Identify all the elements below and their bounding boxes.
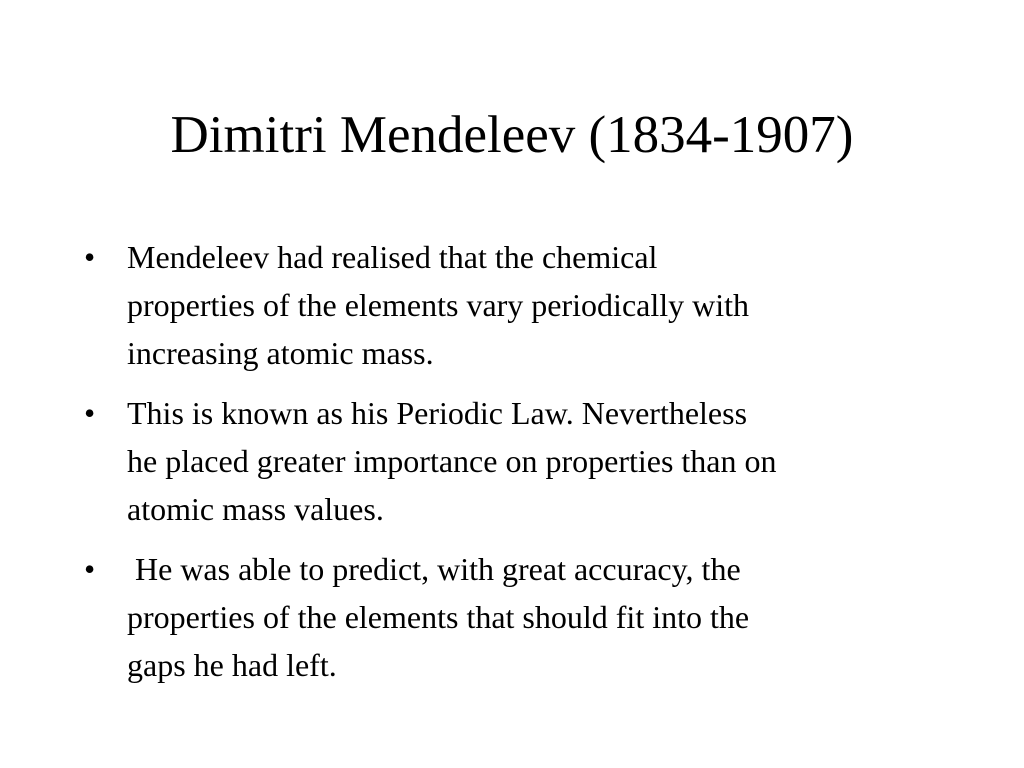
bullet-icon: • bbox=[84, 551, 96, 587]
bullet-line: properties of the elements vary periodically with bbox=[127, 287, 750, 323]
bullet-item bbox=[82, 233, 952, 377]
bullet-item bbox=[82, 389, 952, 533]
bullet-line: atomic mass values. bbox=[127, 491, 384, 527]
slide-title: Dimitri Mendeleev (1834-1907) bbox=[170, 106, 854, 164]
bullet-list bbox=[82, 233, 952, 701]
bullet-line: Mendeleev had realised that the chemical bbox=[127, 239, 658, 275]
bullet-line: gaps he had left. bbox=[127, 647, 337, 683]
bullet-line: properties of the elements that should fit into the bbox=[127, 599, 750, 635]
bullet-icon: • bbox=[84, 239, 96, 275]
bullet-line: This is known as his Periodic Law. Nevertheless bbox=[127, 395, 748, 431]
bullet-line: He was able to predict, with great accuracy, the bbox=[127, 551, 741, 587]
bullet-line: he placed greater importance on properties than on bbox=[127, 443, 777, 479]
bullet-icon: • bbox=[84, 395, 96, 431]
bullet-item bbox=[82, 545, 952, 689]
bullet-line: increasing atomic mass. bbox=[127, 335, 434, 371]
